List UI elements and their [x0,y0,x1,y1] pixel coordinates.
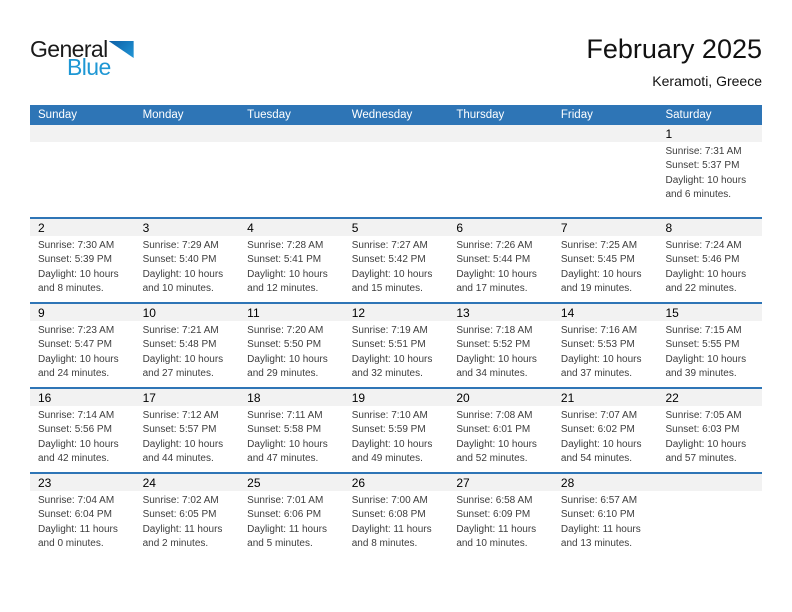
day-cell-6 [448,219,553,302]
daylight-line2-text: and 27 minutes. [142,368,214,380]
daylight-line1-text: Daylight: 10 hours [142,268,224,280]
day-info [553,406,658,467]
day-info [30,491,135,552]
day-number: 6 [448,219,553,236]
day-cell-23 [30,474,135,557]
sunrise-text: Sunrise: 7:01 AM [247,495,324,506]
sunset-text: Sunset: 5:45 PM [560,254,635,266]
day-number: 25 [239,474,344,491]
day-cell-17 [135,389,240,472]
daylight-line1-text: Daylight: 11 hours [247,523,328,535]
day-cell-21 [553,389,658,472]
empty-day-cell [553,125,658,217]
day-info [239,491,344,552]
day-cell-13 [448,304,553,387]
weekday-thursday: Thursday [456,109,505,121]
sunset-text: Sunset: 6:05 PM [142,509,217,521]
day-number: 3 [135,219,240,236]
weekday-header-row [30,105,762,125]
sunrise-text: Sunrise: 6:58 AM [456,495,533,506]
sunset-text: Sunset: 5:37 PM [665,160,740,172]
sunset-text: Sunset: 5:39 PM [38,254,112,266]
daylight-line1-text: Daylight: 10 hours [351,268,433,280]
sunrise-text: Sunrise: 7:29 AM [142,240,219,251]
day-info [657,491,762,494]
sunrise-text: Sunrise: 7:19 AM [351,325,428,336]
day-info [30,142,135,145]
sunset-text: Sunset: 5:55 PM [665,339,740,351]
week-row [30,125,762,217]
daylight-line1-text: Daylight: 10 hours [456,268,537,280]
day-number [30,125,135,142]
calendar-grid [30,105,762,557]
day-number: 26 [344,474,449,491]
daylight-line2-text: and 6 minutes. [665,189,732,201]
day-info [448,406,553,467]
day-info [30,406,135,467]
day-cell-20 [448,389,553,472]
daylight-line1-text: Daylight: 10 hours [247,438,328,450]
weekday-saturday: Saturday [665,109,712,121]
day-cell-19 [344,389,449,472]
daylight-line2-text: and 34 minutes. [456,368,528,380]
sunset-text: Sunset: 5:44 PM [456,254,531,266]
day-number: 5 [344,219,449,236]
sunset-text: Sunset: 5:42 PM [351,254,426,266]
sunset-text: Sunset: 5:59 PM [351,424,426,436]
daylight-line1-text: Daylight: 11 hours [142,523,223,535]
day-cell-15 [657,304,762,387]
sunset-text: Sunset: 6:03 PM [665,424,740,436]
day-number: 27 [448,474,553,491]
daylight-line1-text: Daylight: 10 hours [38,438,119,450]
daylight-line2-text: and 13 minutes. [560,538,633,550]
daylight-line2-text: and 57 minutes. [665,453,737,465]
day-cell-25 [239,474,344,557]
daylight-line1-text: Daylight: 10 hours [665,438,747,450]
sunrise-text: Sunrise: 7:28 AM [247,240,324,251]
daylight-line2-text: and 15 minutes. [351,283,423,295]
daylight-line1-text: Daylight: 10 hours [142,438,224,450]
empty-day-cell [239,125,344,217]
daylight-line1-text: Daylight: 10 hours [247,353,328,365]
daylight-line2-text: and 5 minutes. [247,538,313,550]
daylight-line1-text: Daylight: 10 hours [38,268,119,280]
day-info [344,321,449,382]
sunset-text: Sunset: 6:04 PM [38,509,112,521]
day-cell-18 [239,389,344,472]
day-info [344,406,449,467]
day-cell-28 [553,474,658,557]
day-number: 20 [448,389,553,406]
day-info [30,321,135,382]
day-number [239,125,344,142]
day-cell-3 [135,219,240,302]
daylight-line2-text: and 10 minutes. [456,538,528,550]
day-number: 2 [30,219,135,236]
sunset-text: Sunset: 5:41 PM [247,254,322,266]
day-info [344,142,449,145]
sunrise-text: Sunrise: 7:21 AM [142,325,219,336]
daylight-line1-text: Daylight: 10 hours [142,353,224,365]
daylight-line2-text: and 2 minutes. [142,538,209,550]
sunset-text: Sunset: 6:06 PM [247,509,322,521]
week-row [30,217,762,302]
sunset-text: Sunset: 5:57 PM [142,424,217,436]
day-cell-1 [657,125,762,217]
sunset-text: Sunset: 5:56 PM [38,424,112,436]
title-block [586,34,762,89]
daylight-line2-text: and 37 minutes. [560,368,633,380]
daylight-line2-text: and 39 minutes. [665,368,737,380]
day-info [553,142,658,145]
daylight-line1-text: Daylight: 11 hours [38,523,118,535]
day-info [135,491,240,552]
daylight-line2-text: and 22 minutes. [665,283,737,295]
day-number: 15 [657,304,762,321]
daylight-line1-text: Daylight: 10 hours [665,353,747,365]
daylight-line2-text: and 24 minutes. [38,368,110,380]
daylight-line2-text: and 12 minutes. [247,283,319,295]
sunrise-text: Sunrise: 7:26 AM [456,240,533,251]
daylight-line2-text: and 10 minutes. [142,283,214,295]
day-cell-16 [30,389,135,472]
day-number [657,474,762,491]
sunset-text: Sunset: 5:47 PM [38,339,112,351]
day-info [239,236,344,297]
sunrise-text: Sunrise: 7:24 AM [665,240,742,251]
day-info [135,321,240,382]
sunset-text: Sunset: 5:50 PM [247,339,322,351]
day-number: 7 [553,219,658,236]
sunrise-text: Sunrise: 7:11 AM [247,410,323,421]
sunrise-text: Sunrise: 6:57 AM [560,495,638,506]
weekday-monday: Monday [142,109,184,121]
daylight-line1-text: Daylight: 10 hours [456,438,537,450]
daylight-line1-text: Daylight: 11 hours [456,523,537,535]
sunrise-text: Sunrise: 7:31 AM [665,146,742,157]
empty-day-cell [344,125,449,217]
daylight-line2-text: and 19 minutes. [560,283,633,295]
daylight-line2-text: and 8 minutes. [351,538,418,550]
day-number [553,125,658,142]
day-cell-12 [344,304,449,387]
day-info [657,236,762,297]
day-number [344,125,449,142]
sunrise-text: Sunrise: 7:08 AM [456,410,533,421]
sunrise-text: Sunrise: 7:04 AM [38,495,115,506]
day-info [448,142,553,145]
sunrise-text: Sunrise: 7:30 AM [38,240,115,251]
day-info [553,491,658,552]
day-number: 22 [657,389,762,406]
sunset-text: Sunset: 6:10 PM [560,509,635,521]
day-cell-22 [657,389,762,472]
daylight-line2-text: and 29 minutes. [247,368,319,380]
empty-day-cell [135,125,240,217]
general-blue-logo [30,38,160,78]
day-info [448,491,553,552]
empty-day-cell [30,125,135,217]
daylight-line1-text: Daylight: 10 hours [560,353,642,365]
sunrise-text: Sunrise: 7:00 AM [351,495,428,506]
day-cell-14 [553,304,658,387]
day-info [657,406,762,467]
day-info [553,236,658,297]
logo-text-general: General [30,36,108,62]
daylight-line2-text: and 17 minutes. [456,283,528,295]
day-number: 14 [553,304,658,321]
sunrise-text: Sunrise: 7:07 AM [560,410,638,421]
day-cell-4 [239,219,344,302]
logo-text-blue: Blue [67,54,111,80]
sunset-text: Sunset: 6:08 PM [351,509,426,521]
sunset-text: Sunset: 5:53 PM [560,339,635,351]
daylight-line1-text: Daylight: 10 hours [665,268,747,280]
daylight-line1-text: Daylight: 10 hours [560,268,642,280]
day-number: 11 [239,304,344,321]
day-info [344,236,449,297]
day-info [553,321,658,382]
daylight-line2-text: and 32 minutes. [351,368,423,380]
day-cell-24 [135,474,240,557]
day-number: 24 [135,474,240,491]
weeks-container [30,125,762,557]
day-number: 17 [135,389,240,406]
sunrise-text: Sunrise: 7:27 AM [351,240,428,251]
daylight-line1-text: Daylight: 10 hours [38,353,119,365]
daylight-line2-text: and 47 minutes. [247,453,319,465]
day-number: 16 [30,389,135,406]
sunset-text: Sunset: 5:58 PM [247,424,322,436]
day-number: 9 [30,304,135,321]
daylight-line1-text: Daylight: 10 hours [247,268,328,280]
weekday-tuesday: Tuesday [247,109,291,121]
day-info [135,142,240,145]
day-cell-5 [344,219,449,302]
day-info [239,406,344,467]
day-info [135,406,240,467]
sunset-text: Sunset: 6:09 PM [456,509,531,521]
day-info [135,236,240,297]
day-cell-11 [239,304,344,387]
daylight-line1-text: Daylight: 10 hours [351,353,433,365]
empty-day-cell [657,474,762,557]
sunset-text: Sunset: 5:51 PM [351,339,426,351]
sunrise-text: Sunrise: 7:23 AM [38,325,115,336]
day-number: 12 [344,304,449,321]
sunrise-text: Sunrise: 7:12 AM [142,410,219,421]
daylight-line1-text: Daylight: 10 hours [665,174,747,186]
sunset-text: Sunset: 5:46 PM [665,254,740,266]
day-number [135,125,240,142]
sunset-text: Sunset: 5:40 PM [142,254,217,266]
day-number: 28 [553,474,658,491]
month-title: February 2025 [586,34,762,64]
weekday-friday: Friday [560,109,593,121]
sunrise-text: Sunrise: 7:10 AM [351,410,428,421]
daylight-line1-text: Daylight: 10 hours [560,438,642,450]
daylight-line2-text: and 52 minutes. [456,453,528,465]
weekday-sunday: Sunday [38,109,78,121]
day-number: 19 [344,389,449,406]
sunrise-text: Sunrise: 7:05 AM [665,410,742,421]
day-info [239,321,344,382]
sunrise-text: Sunrise: 7:15 AM [665,325,742,336]
day-number [448,125,553,142]
sunrise-text: Sunrise: 7:14 AM [38,410,115,421]
day-number: 10 [135,304,240,321]
week-row [30,302,762,387]
day-cell-7 [553,219,658,302]
day-cell-9 [30,304,135,387]
day-info [657,142,762,203]
day-number: 4 [239,219,344,236]
day-number: 21 [553,389,658,406]
sunrise-text: Sunrise: 7:20 AM [247,325,324,336]
sunset-text: Sunset: 5:48 PM [142,339,217,351]
daylight-line1-text: Daylight: 11 hours [351,523,432,535]
day-info [30,236,135,297]
week-row [30,472,762,557]
daylight-line2-text: and 54 minutes. [560,453,633,465]
week-row [30,387,762,472]
day-info [448,236,553,297]
daylight-line2-text: and 8 minutes. [38,283,104,295]
sunrise-text: Sunrise: 7:18 AM [456,325,533,336]
day-info [344,491,449,552]
location-subtitle: Keramoti, Greece [652,73,762,89]
daylight-line2-text: and 44 minutes. [142,453,214,465]
day-number: 1 [657,125,762,142]
day-cell-8 [657,219,762,302]
day-number: 8 [657,219,762,236]
weekday-wednesday: Wednesday [351,109,413,121]
daylight-line1-text: Daylight: 11 hours [560,523,641,535]
day-info [239,142,344,145]
sunset-text: Sunset: 6:01 PM [456,424,531,436]
day-number: 13 [448,304,553,321]
day-cell-10 [135,304,240,387]
sunset-text: Sunset: 6:02 PM [560,424,635,436]
daylight-line2-text: and 0 minutes. [38,538,104,550]
day-number: 23 [30,474,135,491]
sunrise-text: Sunrise: 7:25 AM [560,240,638,251]
empty-day-cell [448,125,553,217]
daylight-line2-text: and 42 minutes. [38,453,110,465]
day-cell-26 [344,474,449,557]
daylight-line1-text: Daylight: 10 hours [351,438,433,450]
day-info [448,321,553,382]
sunset-text: Sunset: 5:52 PM [456,339,531,351]
day-info [657,321,762,382]
day-cell-27 [448,474,553,557]
sunrise-text: Sunrise: 7:16 AM [560,325,638,336]
day-cell-2 [30,219,135,302]
daylight-line2-text: and 49 minutes. [351,453,423,465]
daylight-line1-text: Daylight: 10 hours [456,353,537,365]
sunrise-text: Sunrise: 7:02 AM [142,495,219,506]
day-number: 18 [239,389,344,406]
